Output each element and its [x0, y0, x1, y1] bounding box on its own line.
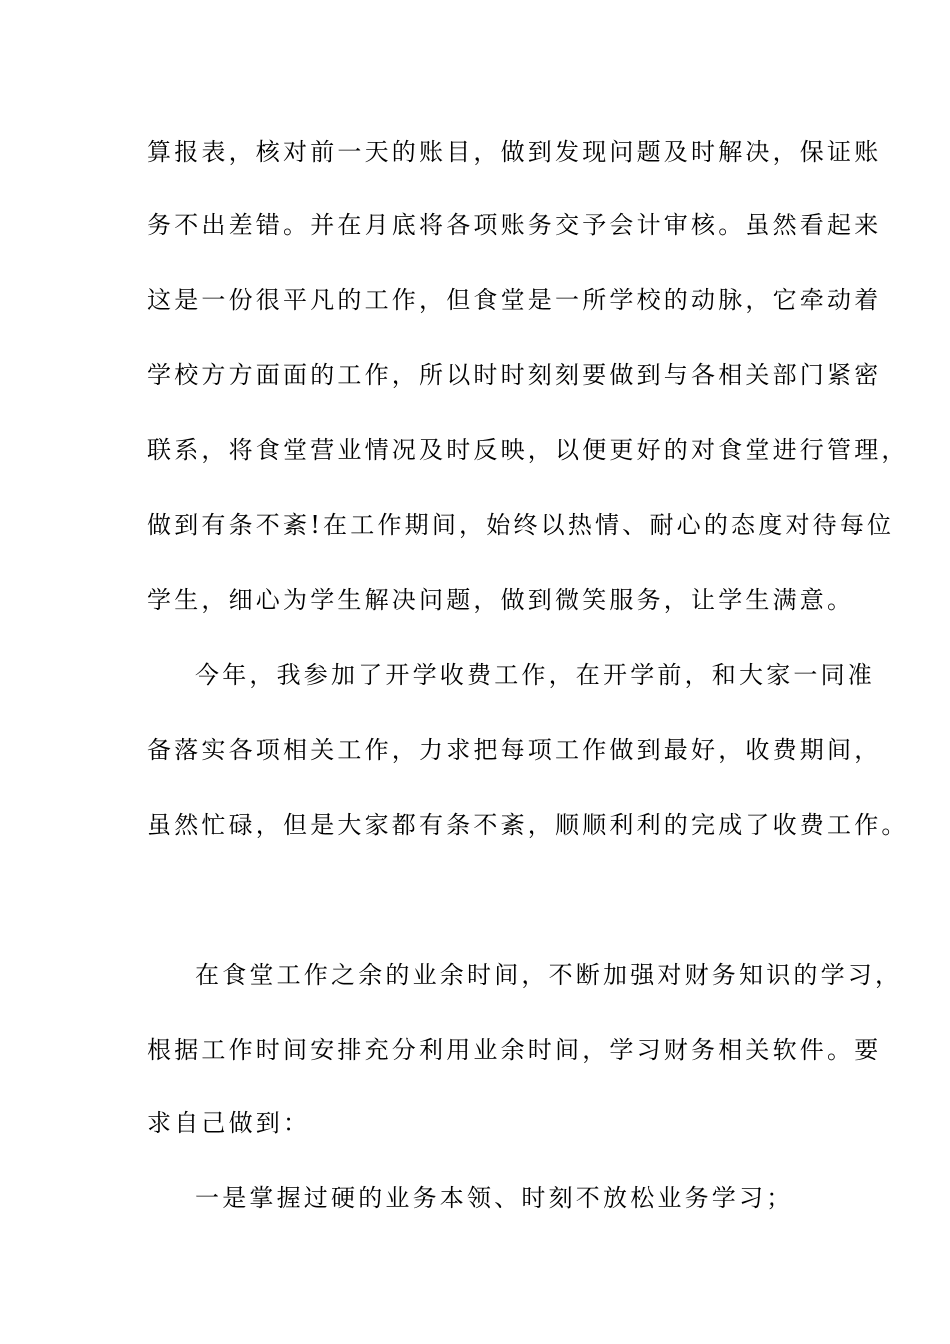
paragraph-start-line: 在食堂工作之余的业余时间，不断加强对财务知识的学习，	[195, 961, 903, 989]
text-line: 算报表，核对前一天的账目，做到发现问题及时解决，保证账	[147, 138, 882, 166]
text-line: 务不出差错。并在月底将各项账务交予会计审核。虽然看起来	[147, 211, 882, 239]
text-line: 这是一份很平凡的工作，但食堂是一所学校的动脉，它牵动着	[147, 286, 882, 314]
list-item-line: 一是掌握过硬的业务本领、时刻不放松业务学习；	[195, 1184, 794, 1212]
text-line: 做到有条不紊!在工作期间，始终以热情、耐心的态度对待每位	[147, 511, 895, 539]
text-line: 根据工作时间安排充分利用业余时间，学习财务相关软件。要	[147, 1036, 882, 1064]
text-line: 备落实各项相关工作，力求把每项工作做到最好，收费期间，	[147, 736, 882, 764]
text-line: 联系，将食堂营业情况及时反映，以便更好的对食堂进行管理，	[147, 436, 909, 464]
text-line: 求自己做到：	[147, 1109, 311, 1137]
paragraph-start-line: 今年，我参加了开学收费工作，在开学前，和大家一同准	[195, 661, 875, 689]
text-line: 虽然忙碌，但是大家都有条不紊，顺顺利利的完成了收费工作。	[147, 811, 909, 839]
text-line: 学生，细心为学生解决问题，做到微笑服务，让学生满意。	[147, 586, 855, 614]
text-line: 学校方方面面的工作，所以时时刻刻要做到与各相关部门紧密	[147, 361, 882, 389]
